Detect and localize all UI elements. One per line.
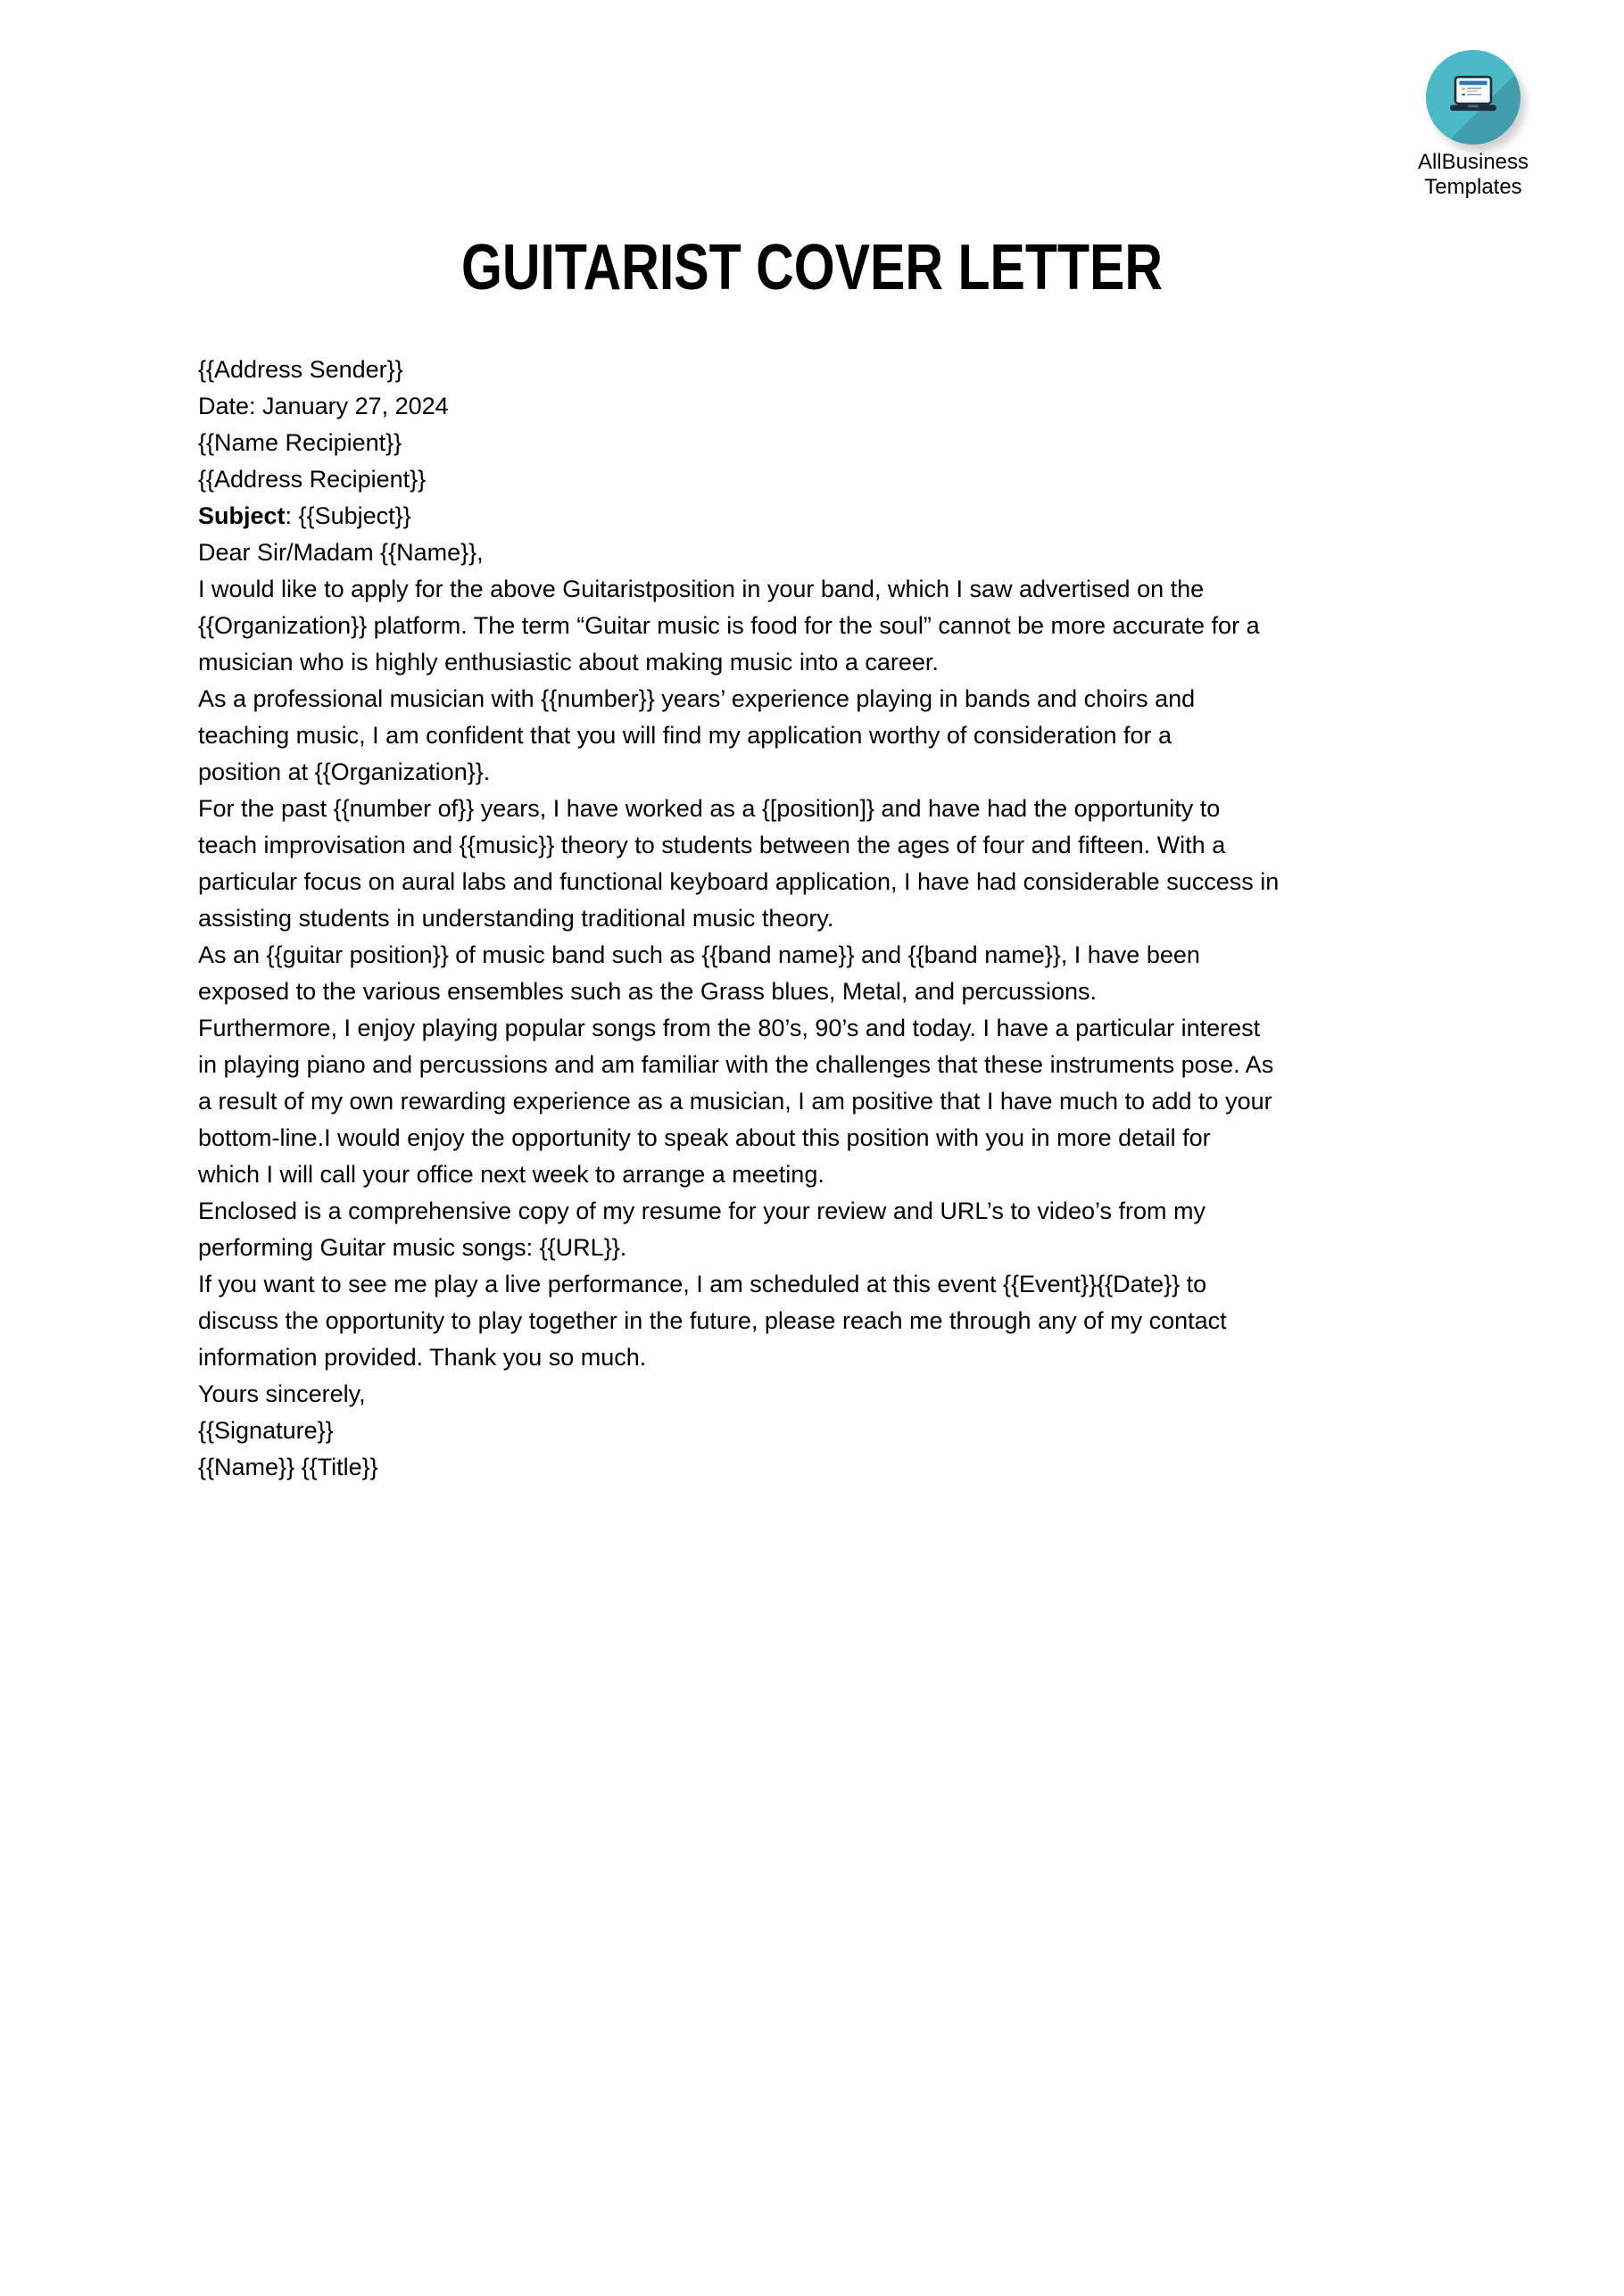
paragraph-enclosed: Enclosed is a comprehensive copy of my resume for your review and URL’s to video’s from my performing Guitar music songs: {{URL}}. xyxy=(198,1198,1206,1261)
letter-body xyxy=(198,352,1510,1486)
document-title: GUITARIST COVER LETTER xyxy=(460,232,1164,303)
brand-name-line1: AllBusiness xyxy=(1417,150,1529,174)
brand-logo xyxy=(1397,50,1549,200)
recipient-block: {{Name Recipient}} {{Address Recipient}} xyxy=(198,429,427,493)
paragraph-furthermore: Furthermore, I enjoy playing popular songs from the 80’s, 90’s and today. I have a particular interest in playing piano and percussions and am familiar with the challenges that these instruments pose. As a result of my own rewarding experience as a musician, I am positive that I have much to add to your bottom-line.I would enjoy the opportunity to speak about this position with you in more detail for which I will call your office next week to arrange a meeting. xyxy=(198,1015,1274,1188)
laptop-logo-icon xyxy=(1426,50,1520,145)
brand-name-line2: Templates xyxy=(1424,175,1522,199)
brand-name xyxy=(1397,150,1549,200)
closing-block: Yours sincerely, {{Signature}} {{Name}} {{Title}} xyxy=(198,1380,378,1480)
paragraph-experience: As a professional musician with {{number}} years’ experience playing in bands and choirs and teaching music, I am confident that you will find my application worthy of consideration for a position at {{Organization}}. xyxy=(198,685,1196,785)
subject-line xyxy=(198,498,1510,535)
paragraph-ensembles: As an {{guitar position}} of music band such as {{band name}} and {{band name}}, I have been exposed to the various ensembles such as the Grass blues, Metal, and percussions. xyxy=(198,941,1200,1005)
subject-label: Subject xyxy=(198,502,286,529)
subject-value: : {{Subject}} xyxy=(285,502,411,529)
salutation: Dear Sir/Madam {{Name}}, xyxy=(198,539,484,566)
laptop-icon xyxy=(1444,75,1503,116)
paragraph-intro: I would like to apply for the above Guitaristposition in your band, which I saw advertised on the {{Organization}} platform. The term “Guitar music is food for the soul” cannot be more accurate for a musician who is highly enthusiastic about making music into a career. xyxy=(198,576,1260,676)
date-line: Date: January 27, 2024 xyxy=(198,393,449,419)
paragraph-teaching: For the past {{number of}} years, I have worked as a {[position]} and have had the opportunity to teach improvisation and {{music}} theory to students between the ages of four and fifteen. With a particular focus on aural labs and functional keyboard application, I have had considerable success in assisting students in understanding traditional music theory. xyxy=(198,795,1280,932)
paragraph-live-event: If you want to see me play a live performance, I am scheduled at this event {{Event}}{{Date}} to discuss the opportunity to play together in the future, please reach me through any of my contact information provided. Thank you so much. xyxy=(198,1271,1227,1371)
sender-address: {{Address Sender}} xyxy=(198,356,403,383)
